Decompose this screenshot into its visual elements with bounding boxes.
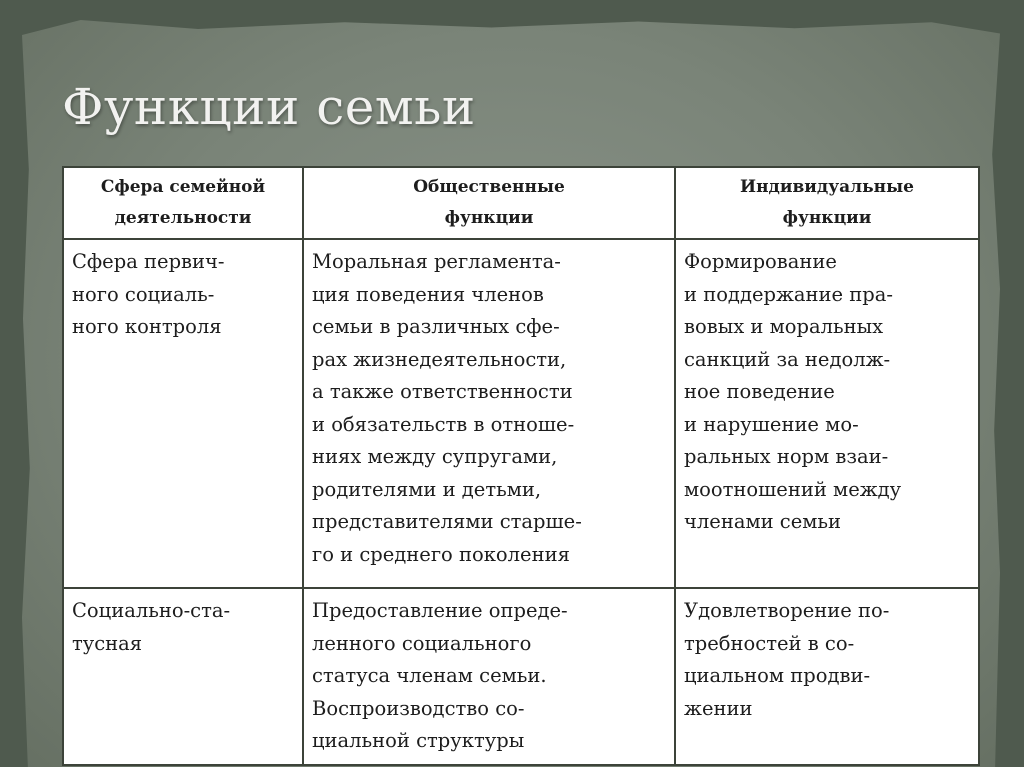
cell-text-line: ного социаль- [72,282,215,306]
slide-title: Функции семьи [62,78,476,136]
cell-text-line: деятельности [114,208,252,228]
cell-text-line: и нарушение мо- [684,412,859,436]
cell-text-line: функции [444,208,534,228]
cell-text-line: жении [684,696,753,720]
cell-text-line: вовых и моральных [684,315,884,338]
cell-text-line: Предоставление опреде- [312,599,568,622]
cell-text-line: моотношений между [684,477,902,501]
cell-text-line: ниях между супругами, [312,445,558,468]
header-row [63,167,979,239]
cell-text-line: циальном продви- [684,664,871,687]
cell-text-line: семьи в различных сфе- [312,315,560,338]
cell-text-line: Общественные [413,177,565,197]
cell-text-line: ное поведение [684,380,835,403]
cell-text-line: Индивидуальные [740,177,914,197]
cell-text-line: Формирование [684,250,837,273]
cell-text-line: ция поведения членов [312,282,544,306]
cell-text-line: ного контроля [72,315,222,338]
cell-text-line: ленного социального [312,631,532,655]
cell-text-line: тусная [72,631,143,655]
family-functions-table [62,166,980,766]
cell-text-line: циальной структуры [312,729,525,752]
cell-text-line: ральных норм взаи- [684,445,889,468]
individual-function-cell [675,239,979,588]
cell-text-line: Удовлетворение по- [684,599,890,622]
table-row [63,239,979,588]
cell-text-line: статуса членам семьи. [312,664,547,687]
cell-text-line: санкций за недолж- [684,347,891,371]
cell-text-line: рах жизнедеятельности, [312,347,567,371]
cell-text-line: представителями старше- [312,510,582,533]
header-sphere [63,167,303,239]
cell-text-line: Моральная регламента- [312,250,561,273]
cell-text-line: членами семьи [684,510,842,533]
cell-text-line: Воспроизводство со- [312,696,525,720]
cell-text-line: Сфера семейной [100,177,266,197]
sphere-cell [63,239,303,588]
cell-text-line: и поддержание пра- [684,282,893,306]
cell-text-line: родителями и детьми, [312,477,542,501]
cell-text-line: го и среднего поколения [312,542,570,566]
cell-text-line: Сфера первич- [72,250,225,273]
cell-text-line: функции [782,208,872,228]
social-function-cell [303,588,675,765]
social-function-cell [303,239,675,588]
sphere-cell [63,588,303,765]
individual-function-cell [675,588,979,765]
header-individual-functions [675,167,979,239]
cell-text-line: Социально-ста- [72,599,231,622]
cell-text-line: а также ответственности [312,380,573,403]
cell-text-line: и обязательств в отноше- [312,412,575,436]
header-social-functions [303,167,675,239]
cell-text-line: требностей в со- [684,631,855,655]
table-row [63,588,979,765]
